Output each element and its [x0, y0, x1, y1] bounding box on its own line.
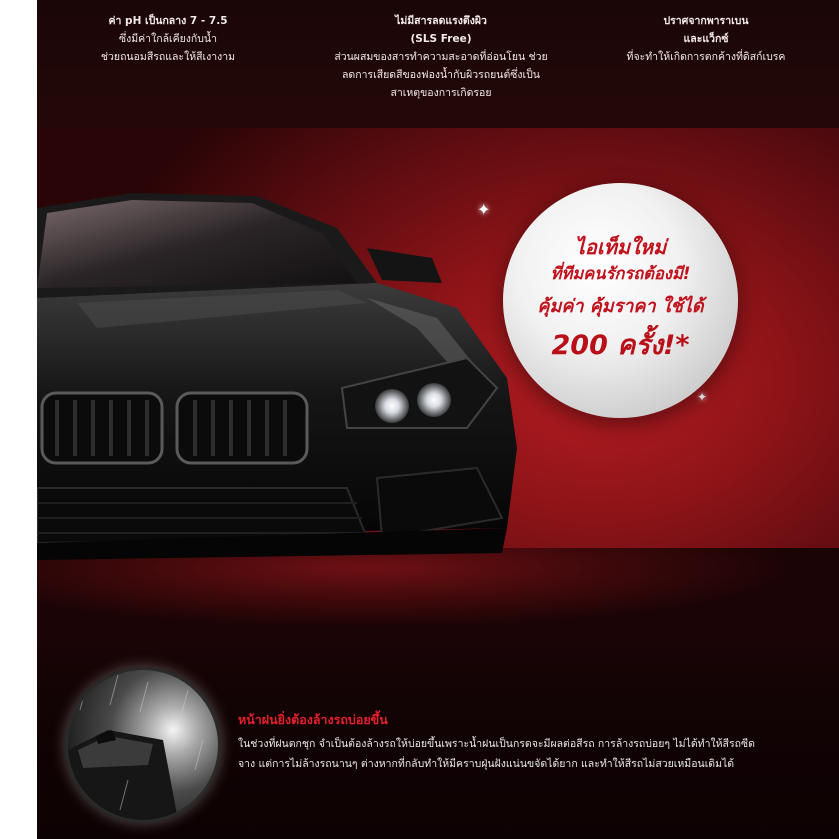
feature-desc-line: สาเหตุของการเกิดรอย — [390, 87, 492, 99]
feature-title: และแว็กซ์ — [683, 33, 729, 45]
feature-desc-line: ช่วยถนอมสีรถและให้สีเงางาม — [100, 51, 236, 63]
badge-line-200-times: 200 ครั้ง!* — [551, 330, 690, 361]
rain-body-line: ในช่วงที่ฝนตกชุก จำเป็นต้องล้างรถให้บ่อยขึ้นเพราะน้ำฝนเป็นกรดจะมีผลต่อสีรถ การล้างรถบ่อยๆ ไม่ได้ทำให้สีรถซีด — [238, 738, 755, 750]
rain-section-body — [238, 734, 828, 774]
promo-badge — [503, 183, 738, 418]
features-row — [37, 0, 839, 128]
rainy-car-icon — [65, 667, 221, 823]
rain-section-title: หน้าฝนยิ่งต้องล้างรถบ่อยขึ้น — [238, 712, 388, 727]
rain-body-line: จาง แต่การไม่ล้างรถนานๆ ต่างหากที่กลับทำให้มีคราบฝุ่นฝังแน่นขจัดได้ยาก และทำให้สีรถไม่สวยเหมือนเดิมได้ — [238, 758, 735, 770]
badge-line-new-item: ไอเท็มใหม่ — [574, 235, 667, 259]
feature-paraben-free — [601, 12, 811, 66]
feature-subtitle: (SLS Free) — [410, 33, 472, 45]
feature-desc-line: ที่จะทำให้เกิดการตกค้างที่ดิสก์เบรค — [626, 51, 786, 63]
content-panel — [37, 0, 839, 839]
feature-desc-line: ลดการเสียดสีของฟองน้ำกับผิวรถยนต์ซึ่งเป็น — [342, 69, 540, 81]
black-sports-car-icon — [37, 188, 517, 588]
feature-title: ค่า pH เป็นกลาง 7 - 7.5 — [108, 15, 228, 27]
rain-section — [37, 655, 839, 839]
badge-line-value: คุ้มค่า คุ้มราคา ใช้ได้ — [537, 296, 704, 317]
hero-banner — [37, 128, 839, 638]
feature-title: ไม่มีสารลดแรงตึงผิว — [395, 15, 487, 27]
feature-desc-line: ส่วนผสมของสารทำความสะอาดที่อ่อนโยน ช่วย — [334, 51, 548, 63]
feature-ph — [73, 12, 263, 66]
feature-desc-line: ซึ่งมีค่าใกล้เคียงกับน้ำ — [118, 33, 217, 45]
badge-line-must-have: ที่ทีมคนรักรถต้องมี! — [550, 264, 691, 283]
sparkle-icon: ✦ — [697, 390, 708, 404]
feature-sls-free — [301, 12, 581, 102]
feature-title: ปราศจากพาราเบน — [663, 15, 749, 27]
sparkle-icon: ✦ — [477, 200, 491, 219]
